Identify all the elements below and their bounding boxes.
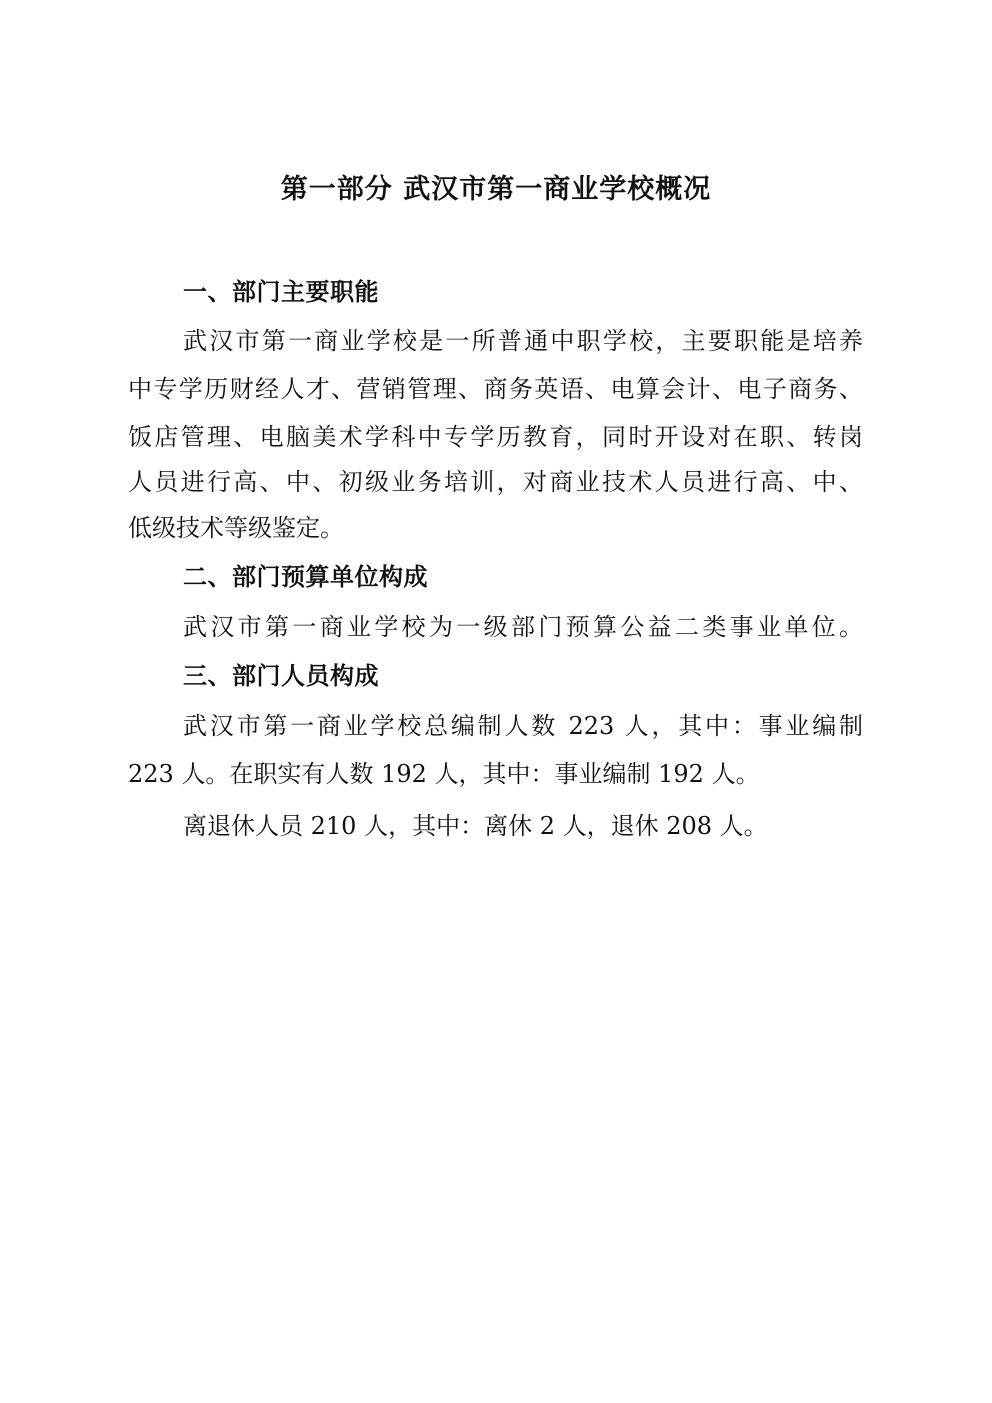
section-heading-units: 二、部门预算单位构成 (183, 563, 428, 591)
section-heading-staff: 三、部门人员构成 (183, 662, 379, 690)
paragraph-line: 223 人。在职实有人数 192 人，其中：事业编制 192 人。 (128, 760, 760, 788)
paragraph-line: 饭店管理、电脑美术学科中专学历教育，同时开设对在职、转岗 (128, 423, 863, 451)
paragraph-line: 低级技术等级鉴定。 (128, 514, 344, 542)
section-heading-functions: 一、部门主要职能 (183, 278, 379, 306)
paragraph-line: 武汉市第一商业学校总编制人数 223 人，其中：事业编制 (183, 712, 863, 740)
paragraph-line: 武汉市第一商业学校是一所普通中职学校，主要职能是培养 (183, 327, 863, 355)
paragraph-line: 离退休人员 210 人，其中：离休 2 人，退休 208 人。 (183, 812, 768, 840)
paragraph-line: 武汉市第一商业学校为一级部门预算公益二类事业单位。 (183, 613, 863, 641)
page-title: 第一部分 武汉市第一商业学校概况 (280, 174, 712, 205)
paragraph-line: 人员进行高、中、初级业务培训，对商业技术人员进行高、中、 (128, 468, 863, 496)
paragraph-line: 中专学历财经人才、营销管理、商务英语、电算会计、电子商务、 (128, 375, 863, 403)
